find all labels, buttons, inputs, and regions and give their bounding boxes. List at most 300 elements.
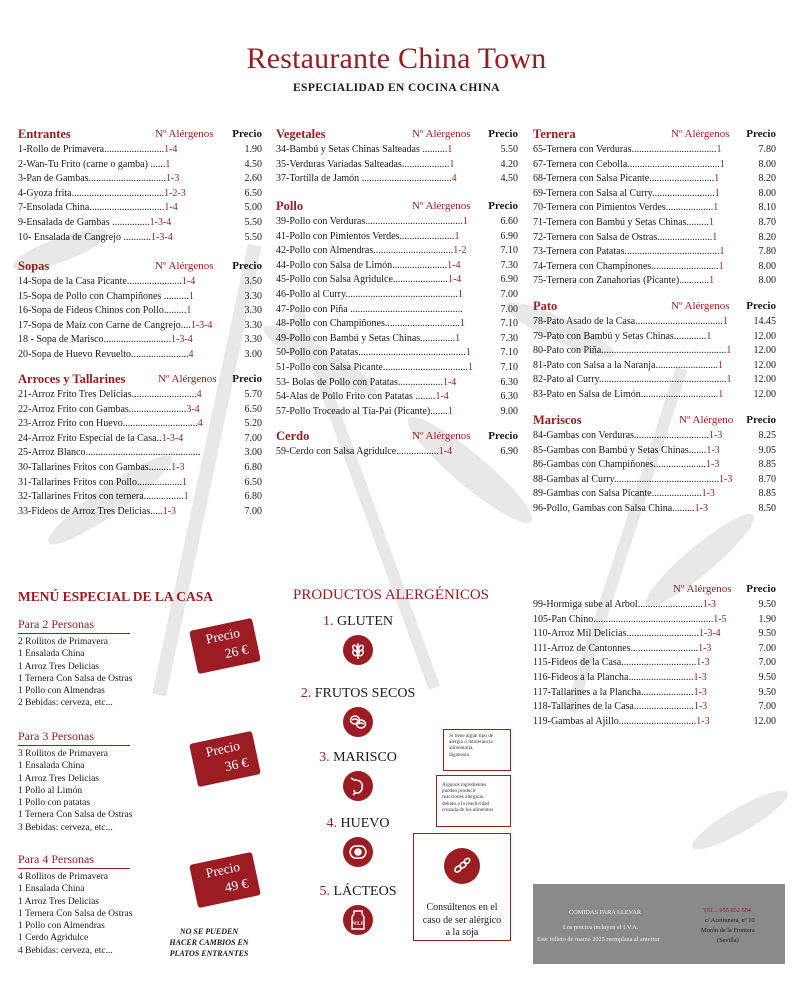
menu-item-name [18, 304, 191, 319]
dish-name: 105-Pan Chino................................................ [533, 613, 714, 625]
menu-item-name [533, 143, 722, 158]
dish-allergens: 1 [716, 144, 722, 155]
section-header [276, 199, 518, 215]
allergen-lácteos [288, 884, 428, 935]
menu-item-price: 6.90 [500, 230, 518, 242]
section-header [276, 127, 518, 143]
menu-item [533, 686, 776, 701]
price-column-label: Precio [232, 128, 262, 140]
menu-item-price: 2.60 [244, 173, 262, 185]
special-menu-item: 1 Arroz Tres Delicias [18, 773, 100, 784]
dish-allergens: 1-4 [164, 202, 178, 214]
dish-name: 47-Pollo con Piña ............................................. [276, 303, 463, 315]
dish-name: 1-Rollo de Primavera........................ [18, 144, 165, 155]
dish-allergens: 1 [467, 361, 473, 373]
dish-name: 68-Ternera con Salsa Picante.......................... [533, 173, 715, 185]
menu-item-price: 5.00 [244, 202, 262, 214]
price-column-label: Precio [488, 128, 518, 140]
egg-icon [343, 837, 373, 867]
dish-name: 7-Ensolada China.............................. [18, 202, 165, 214]
dish-name: 86-Gambas con Champiñones..................... [533, 459, 707, 471]
soy-notice-box [413, 833, 511, 941]
dish-name: 35-Verduras Variadas Salteadas................... [276, 158, 450, 170]
section-title: Cerdo [276, 429, 310, 443]
menu-item [533, 274, 776, 289]
dish-allergens: 4 [197, 418, 203, 430]
dish-name: 80-Pato con Piña.................................................. [533, 345, 727, 357]
section-title: Sopas [18, 259, 50, 273]
menu-item-price: 8.00 [758, 187, 776, 199]
menu-item-price: 6.90 [500, 274, 518, 286]
menu-item [276, 244, 518, 259]
dish-allergens: 1 [708, 216, 714, 228]
dish-name: 16-Sopa de Fideos Chinos con Pollo......... [18, 305, 187, 317]
dish-allergens: 1 [718, 388, 724, 400]
menu-item-price: 4.50 [244, 158, 262, 170]
dish-allergens: 1-4 [447, 259, 461, 271]
menu-item-name [276, 172, 457, 187]
menu-item-price: 5.50 [244, 216, 262, 228]
menu-item-name [533, 172, 719, 187]
dish-name: 83-Pato en Salsa de Limón............................... [533, 388, 719, 400]
footer-panel [533, 884, 785, 964]
dish-name: 10- Ensalada de Cangrejo ........... [18, 231, 152, 243]
menu-item-name [533, 330, 711, 345]
dish-allergens: 1-3 [694, 502, 708, 514]
menu-item-name [18, 432, 183, 447]
dish-allergens: 1-3 [701, 488, 715, 500]
dish-name: 74-Ternera con Champinones........................... [533, 260, 719, 272]
allergen-name: LÁCTEOS [333, 884, 397, 899]
badge-label: Precio [204, 737, 242, 760]
special-menu-item: 3 Bebidas: cerveza, etc... [18, 822, 113, 833]
section-header [18, 259, 262, 275]
menu-item-name [276, 332, 460, 347]
dish-name: 20-Sopa de Huevo Revuelto....................... [18, 348, 189, 360]
menu-item-name [276, 259, 460, 274]
menu-item-price: 8.85 [758, 459, 776, 471]
menu-item-name [276, 230, 459, 245]
special-menu-item: 1 Ternera Con Salsa de Ostras [18, 810, 133, 821]
allergen-number: 5. [319, 884, 330, 899]
persons-label: Para 4 Personas [18, 852, 130, 869]
menu-item-name [18, 417, 203, 432]
section-title: Ternera [533, 127, 576, 141]
menu-item-price: 7.10 [500, 245, 518, 257]
menu-item-name [18, 348, 194, 363]
special-menu-item: 2 Rollitos de Primavera [18, 637, 108, 647]
shrimp-icon [343, 771, 373, 801]
dish-name: 39-Pollo con Verduras....................................... [276, 216, 463, 227]
menu-item-price: 8.85 [758, 488, 776, 500]
menu-item [276, 317, 518, 332]
menu-item-price: 8.70 [758, 473, 776, 485]
special-menu-2-persons [18, 617, 132, 710]
dish-allergens: 1 [165, 158, 171, 170]
dish-allergens: 1 [712, 231, 718, 243]
menu-item-name [18, 319, 212, 334]
dish-name: 71-Ternera con Bambú y Setas Chinas......... [533, 216, 709, 228]
dish-allergens: 1-3 [166, 173, 180, 185]
dish-name: 22-Arroz Frito con Gambas....................... [18, 403, 187, 415]
menu-item-name [533, 487, 715, 502]
dish-allergens: 1 [454, 230, 460, 242]
menu-item-name [533, 642, 711, 657]
dish-name: 42-Pollo con Almendras................................ [276, 245, 454, 257]
menu-item [18, 505, 262, 520]
badge-price: 49 € [223, 875, 250, 896]
menu-item-name [533, 158, 725, 173]
menu-item-price: 7.00 [758, 701, 776, 713]
dish-allergens: 1 [455, 332, 461, 344]
dish-allergens: 1-3 [171, 461, 185, 473]
special-menu-3-persons [18, 729, 132, 834]
dish-allergens: 1 [183, 491, 189, 503]
menu-item-name [276, 303, 463, 318]
menu-item-price: 6.50 [244, 476, 262, 488]
menu-item-name [533, 473, 732, 488]
menu-item-price: 8.00 [758, 158, 776, 170]
allergen-column-label: Nº Alérgenos [158, 373, 217, 385]
menu-item-name [533, 315, 728, 330]
menu-item-price: 3.00 [244, 447, 262, 459]
cross-reactivity-box: Algunos ingredientes pueden producir reacciones alérgicas debido a la reactividad cruzada de los alimentos [436, 775, 511, 827]
dish-name: 115-Fideos de la Casa.............................. [533, 657, 697, 669]
menu-item [18, 490, 262, 505]
menu-item-name [18, 187, 186, 202]
dish-name: 51-Pollo con Salsa Picante.................................. [276, 361, 468, 373]
menu-item [533, 642, 776, 657]
price-column-label: Precio [232, 373, 262, 385]
menu-item [18, 388, 262, 403]
menu-item [533, 359, 776, 374]
dish-name: 49-Pollo con Bambú y Setas Chinas.............. [276, 332, 456, 344]
section-header [533, 582, 776, 598]
dish-allergens: 1 [714, 173, 720, 185]
dish-name: 57-Pollo Troceado al Tía-Pai (Picante)....... [276, 405, 448, 417]
menu-item-price: 3.50 [244, 276, 262, 287]
menu-item-name [18, 505, 176, 520]
dish-allergens: 1-4 [438, 446, 453, 457]
menu-item-price: 9.50 [758, 671, 776, 683]
menu-item [533, 700, 776, 715]
dish-name: 75-Ternera con Zanahorias (Picante)............ [533, 275, 710, 287]
menu-item [18, 158, 262, 173]
dish-name: 54-Alas de Pollo Frito con Patatas ........ [276, 391, 436, 403]
dish-name: 24-Arroz Frito Especial de la Casa.. [18, 432, 162, 444]
menu-item-name [276, 361, 473, 376]
dish-allergens: 1-3-4 [161, 432, 184, 444]
menu-item [533, 473, 776, 488]
menu-item-price: 6.90 [500, 446, 518, 457]
dish-name: 84-Gambas con Verduras.............................. [533, 430, 709, 441]
allergen-number: 1. [323, 614, 334, 629]
special-menu-item: 1 Arroz Tres Delicias [18, 896, 100, 907]
menu-item-name [276, 158, 454, 173]
menu-item [533, 444, 776, 459]
menu-item [276, 215, 518, 230]
special-menu-4-persons [18, 852, 132, 957]
dish-name: 45-Pollo con Salsa Agridulce...................... [276, 274, 448, 286]
menu-item [533, 627, 776, 642]
special-menu-item: 4 Bebidas: cerveza, etc... [18, 945, 113, 956]
allergen-column-label: Nº Alérgenos [412, 128, 471, 140]
soy-notice-text: Consúltenos en el caso de ser alérgico a la soja [422, 902, 502, 938]
special-menu-item: 3 Rollitos de Primavera [18, 749, 108, 759]
dish-name: 2-Wan-Tu Frito (carne o gamba) ...... [18, 158, 166, 170]
menu-item-price: 6.60 [500, 216, 518, 227]
menu-item [533, 245, 776, 260]
menu-item-price: 6.80 [244, 461, 262, 473]
menu-item [18, 461, 262, 476]
dish-allergens: 1-3-4 [151, 231, 173, 243]
section-pato [533, 299, 776, 403]
menu-item-price: 3.30 [244, 305, 262, 317]
dish-name: 33-Fideos de Arroz Tres Delicias..... [18, 505, 163, 517]
menu-item-price: 5.50 [500, 144, 518, 155]
allergen-huevo [288, 816, 428, 867]
menu-item-name [533, 598, 716, 613]
special-menu-item: 1 Ensalada China [18, 649, 85, 660]
dish-name: 25-Arroz Blanco.............................................. [18, 447, 201, 459]
special-menu-item: 1 Ternera Con Salsa de Ostras [18, 673, 133, 684]
menu-item-name [18, 275, 195, 290]
menu-item-name [18, 333, 193, 348]
allergen-label [288, 614, 428, 630]
section-title: Arroces y Tallarines [18, 372, 126, 386]
dish-allergens: 1-3 [706, 444, 720, 456]
dish-name: 32-Tallarines Fritos con ternera................ [18, 491, 184, 503]
menu-item-name [18, 388, 202, 403]
menu-item-name [533, 373, 732, 388]
allergen-name: MARISCO [333, 750, 397, 765]
dish-name: 117-Tallarines a la Plancha..................... [533, 686, 694, 698]
dish-allergens: 1-3 [698, 642, 712, 654]
allergen-label [288, 686, 428, 702]
milk-icon [343, 905, 373, 935]
menu-item-name [533, 201, 718, 216]
menu-item [533, 458, 776, 473]
menu-item-name [533, 359, 723, 374]
milk-icon-label: MILK [352, 921, 364, 927]
menu-item [18, 231, 262, 246]
dish-name: 23-Arroz Frito con Huevo.............................. [18, 418, 198, 430]
dish-allergens: 1-4 [447, 274, 462, 286]
menu-item-price: 7.80 [758, 246, 776, 258]
special-menu-item: 1 Ensalada China [18, 884, 85, 895]
menu-item [276, 273, 518, 288]
persons-label: Para 3 Personas [18, 729, 130, 746]
menu-item-name [533, 231, 717, 246]
menu-item [533, 373, 776, 388]
menu-item-name [533, 700, 707, 715]
special-menu-item: 1 Ensalada China [18, 761, 85, 772]
dish-allergens: 1-3 [693, 686, 707, 698]
special-menu-item: 2 Bebidas: cerveza, etc... [18, 698, 113, 709]
menu-item [276, 288, 518, 303]
dish-allergens: 1 [719, 246, 725, 258]
menu-item-price: 5.70 [244, 389, 262, 400]
menu-item [533, 143, 776, 158]
dish-allergens: 1-4 [181, 276, 196, 287]
menu-item-name [276, 143, 452, 158]
special-menu-title: MENÚ ESPECIAL DE LA CASA [18, 589, 214, 604]
allergen-gluten [288, 614, 428, 665]
menu-item-price: 14.45 [753, 316, 776, 327]
dish-name: 78-Pato Asado de la Casa................................... [533, 316, 723, 327]
menu-item [18, 403, 262, 418]
dish-allergens: 1-4 [164, 144, 178, 155]
menu-item-price: 7.30 [500, 332, 518, 344]
dish-allergens: 1 [714, 187, 720, 199]
menu-item-name [533, 627, 721, 642]
allergen-label [288, 884, 428, 900]
menu-item [533, 613, 776, 628]
menu-item-price: 4.50 [500, 173, 518, 185]
footer-address-2: Morón de la Frontera [701, 927, 755, 934]
menu-item [533, 216, 776, 231]
dish-allergens: 1-2-3 [164, 187, 186, 199]
dish-name: 85-Gambas con Bambú y Setas Chinas....... [533, 444, 707, 456]
menu-item [533, 158, 776, 173]
dish-name: 96-Pollo, Gambas con Salsa China......... [533, 502, 695, 514]
allergen-column-label: Nº Alérgenos [412, 430, 471, 442]
menu-item [276, 143, 518, 158]
dish-allergens: 1 [465, 347, 471, 359]
price-column-label: Precio [488, 430, 518, 442]
price-column-label: Precio [746, 300, 776, 312]
dish-name: 116-Fideos a la Plancha.......................... [533, 671, 694, 683]
menu-item-price: 3.30 [244, 334, 262, 346]
menu-item-name [18, 231, 173, 246]
section-title: Pato [533, 299, 558, 313]
special-menu-item: 1 Pollo con Almendras [18, 686, 105, 697]
section-title: Vegetales [276, 127, 326, 141]
menu-item [18, 446, 262, 461]
menu-item-price: 3.00 [244, 348, 262, 360]
dish-name: 34-Bambú y Setas Chinas Salteadas .......... [276, 144, 448, 155]
menu-item [276, 405, 518, 420]
dish-name: 14-Sopa de la Casa Picante...................... [18, 276, 182, 287]
dish-allergens: 1-3 [706, 459, 720, 471]
menu-item-name [18, 216, 171, 231]
dish-name: 70-Ternera con Pimientos Verdes................... [533, 202, 714, 214]
dish-name: 17-Sopa de Maíz con Carne de Cangrejo.... [18, 319, 191, 331]
menu-item [276, 376, 518, 391]
dish-allergens: 1-3 [696, 657, 710, 669]
menu-item-price: 8.20 [758, 231, 776, 243]
menu-item-price: 12.00 [753, 330, 776, 342]
beans-icon [444, 848, 480, 884]
menu-item-name [533, 245, 724, 260]
allergen-name: GLUTEN [337, 614, 393, 629]
dish-name: 88-Gambas al Curry.......................................... [533, 473, 719, 485]
dish-name: 65-Ternera con Verduras.................................. [533, 144, 717, 155]
menu-item [533, 487, 776, 502]
menu-item-price: 7.00 [758, 642, 776, 654]
special-menu-item: 1 Pollo con Almendras [18, 921, 105, 932]
dish-allergens: 4 [188, 348, 194, 360]
menu-item-name [533, 260, 724, 275]
menu-item-name [18, 461, 185, 476]
menu-item-name [276, 288, 463, 303]
dish-allergens: 1-3 [719, 473, 733, 485]
badge-label: Precio [204, 858, 242, 881]
special-menu-item: 1 Arroz Tres Delicias [18, 661, 100, 672]
menu-item-name [18, 290, 194, 305]
menu-item-price: 8.25 [758, 430, 776, 441]
menu-item-price: 12.00 [753, 359, 776, 371]
menu-item-price: 7.00 [500, 288, 518, 300]
special-menu-item: 1 Cerdo Agridulce [18, 933, 89, 944]
dish-name: 4-Gyoza frita..................................... [18, 187, 165, 199]
menu-item [276, 346, 518, 361]
dish-allergens: 4 [451, 173, 457, 185]
menu-item [533, 598, 776, 613]
menu-item-price: 7.00 [500, 303, 518, 315]
dish-allergens: 1 [717, 359, 723, 371]
dish-name: 81-Pato con Salsa a la Naranja......................... [533, 359, 718, 371]
allergen-column-label: Nº Alérgenos [673, 583, 732, 595]
dish-allergens: 1-3-4 [171, 334, 193, 346]
menu-item-price: 7.00 [758, 657, 776, 669]
badge-label: Precio [204, 624, 242, 647]
menu-item [533, 671, 776, 686]
dish-name: 89-Gambas con Salsa Picante.................... [533, 488, 702, 500]
dish-allergens: 1 [447, 144, 453, 155]
menu-item-name [533, 458, 719, 473]
menu-item-price: 9.50 [758, 628, 776, 640]
price-column-label: Precio [746, 128, 776, 140]
section-header [18, 372, 262, 388]
menu-item-name [533, 502, 708, 517]
dish-allergens: 1 [718, 260, 724, 272]
menu-item-price: 12.00 [753, 715, 776, 727]
menu-item-price: 8.70 [758, 216, 776, 228]
menu-item-name [18, 201, 178, 216]
section-sopas [18, 259, 262, 363]
dish-name: 41-Pollo con Pimientos Verdes...................... [276, 230, 455, 242]
menu-item [533, 502, 776, 517]
menu-item-name [533, 216, 714, 231]
menu-item-name [533, 187, 720, 202]
dish-allergens: 1-4 [435, 391, 449, 403]
nuts-icon [343, 707, 373, 737]
menu-item-name [276, 317, 465, 332]
dish-name: 82-Pato al Curry................................................... [533, 374, 727, 386]
menu-item [18, 417, 262, 432]
section-cerdo [276, 429, 518, 460]
section-pollo [276, 199, 518, 419]
section-entrantes [18, 127, 262, 245]
menu-item [18, 143, 262, 158]
footer-vat: Los precios incluyen el I.V.A. [563, 924, 639, 931]
dish-name: 59-Cerdo con Salsa Agridulce................. [276, 446, 439, 457]
page-title: Restaurante China Town [246, 42, 547, 75]
allergen-number: 3. [319, 750, 330, 765]
menu-item [18, 432, 262, 447]
section-title: Entrantes [18, 127, 71, 141]
dish-name: 72-Ternera con Salsa de Ostras...................... [533, 231, 713, 243]
dish-allergens: 1-3 [693, 701, 708, 713]
special-menu-item: 1 Ternera Con Salsa de Ostras [18, 908, 133, 919]
menu-item [533, 330, 776, 345]
section-ternera [533, 127, 776, 289]
menu-item-price: 8.50 [758, 502, 776, 514]
dish-allergens: 1-3-4 [149, 216, 172, 228]
menu-item-price: 8.00 [758, 260, 776, 272]
dish-name: 50-Pollo con Patatas........................................... [276, 347, 466, 359]
